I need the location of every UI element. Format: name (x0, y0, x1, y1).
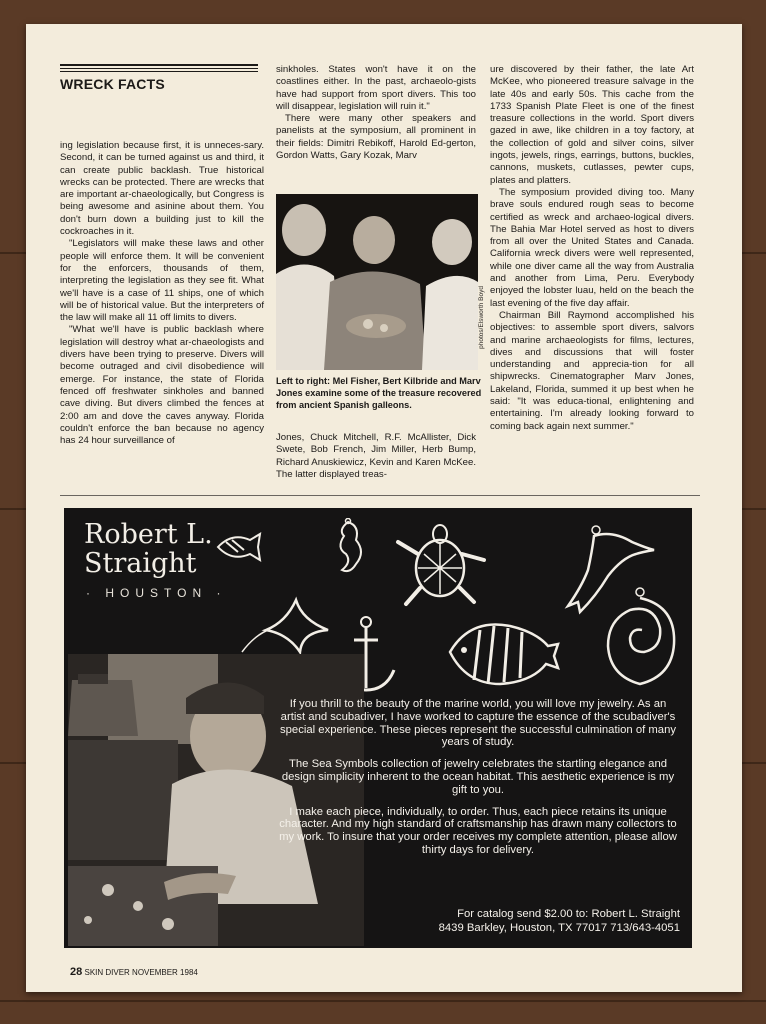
section-title: WRECK FACTS (60, 76, 165, 92)
ad-copy (276, 698, 680, 866)
column1-paragraph-1: ing legislation because first, it is unneces-sary. Second, it can be turned against us and third, it can create public backlash. True historical wrecks can be protected. There are wrecks that are important ar-chaeologically, but Congress is being awesome and asinine about them. You don't burn down a building just to kill the cockroaches in it. (60, 140, 264, 238)
fish-logo-icon (214, 530, 264, 564)
catalog-line-1: For catalog send $2.00 to: Robert L. Straight (457, 908, 680, 920)
jewelry-advertisement (64, 508, 692, 948)
manta-ray-icon (240, 596, 332, 656)
section-divider (60, 495, 700, 496)
publication-line: SKIN DIVER NOVEMBER 1984 (84, 968, 198, 977)
article-column-3 (490, 64, 694, 433)
article-column-2-continued (276, 432, 476, 481)
article-column-1 (60, 140, 264, 447)
three-men-photo-illustration (276, 194, 478, 370)
ad-paragraph-1: If you thrill to the beauty of the marine world, you will love my jewelry. As an artist and scubadiver, I have worked to capture the essence of the scubadiver's special experience. These pieces represent the successful culmination of many years of study. (279, 698, 677, 749)
column3-paragraph-2: The symposium provided diving too. Many brave souls endured rough seas to become certified as wreck and archaeo-logical divers. The Bahia Mar Hotel served as host to divers from all over the United States and Canada. California wreck divers were well represented, while one diver came all the way from Australia and another from Lima, Peru. Everybody enjoyed the lobster luau, held on the beach the last evening of the five day affair. (490, 186, 694, 309)
column1-paragraph-2: "Legislators will make these laws and other people will enforce them. It will be convenient for the enforcers, thousands of them, interpreting the legislation as they see fit. What we'll have is a case of 11 ships, one of which will be of historical value. But the interpreters of the law will make all 11 off limits to divers. (60, 238, 264, 324)
catalog-line-2: 8439 Barkley, Houston, TX 77017 713/643-4051 (438, 921, 680, 934)
article-photo (276, 194, 478, 370)
sea-turtle-icon (390, 518, 490, 614)
ad-brand-line-2: Straight (84, 548, 197, 579)
page-number: 28 (70, 966, 83, 978)
page-folio (70, 966, 198, 978)
ad-brand-name (84, 520, 213, 578)
photo-credit: photos/Elsworth Boyd (478, 286, 485, 349)
ad-paragraph-2: The Sea Symbols collection of jewelry celebrates the startling elegance and design simplicity inherent to the ocean habitat. This aesthetic experience is my gift to you. (281, 758, 675, 796)
column2-paragraph-2: There were many other speakers and panelists at the symposium, all prominent in their fields: Dimitri Rebikoff, Harold Ed-gerton, Gordon Watts, Gary Kozak, Marv (276, 113, 476, 162)
article-column-2 (276, 64, 476, 162)
column2-continued-text: Jones, Chuck Mitchell, R.F. McAllister, Dick Swete, Bob French, Jim Miller, Herb Bump, Richard Anuskiewicz, Kevin and Karen McKee. The latter displayed treas- (276, 432, 476, 480)
seahorse-icon (326, 518, 370, 580)
column1-paragraph-3: "What we'll have is public backlash where legislation will destroy what ar-chaeologists and divers have been trying to preserve. Divers will become outraged and civil disobedience will emerge. For instance, the state of Florida fenced off freshwater sinkholes and banned cave diving. But divers climbed the fences at 2:00 am and dove the caves anyway. Florida couldn't enforce the ban because no agency has 24 hour surveillance of (60, 324, 264, 447)
ad-catalog-info (364, 908, 680, 935)
magazine-page (26, 24, 742, 992)
ad-brand-line-1: Robert L. (84, 519, 213, 550)
photo-caption: Left to right: Mel Fisher, Bert Kilbride and Marv Jones examine some of the treasure recovered from ancient Spanish galleons. (276, 376, 482, 410)
angelfish-icon (440, 612, 560, 694)
nautilus-shell-icon (600, 586, 680, 688)
header-rule-middle (60, 68, 258, 69)
header-rule-bottom (60, 71, 258, 72)
column3-paragraph-3: Chairman Bill Raymond accomplished his objectives: to assemble sport divers, salvors and marine archaeologists for films, lectures, dives and discussions that will foster understanding and apprecia-tion for all shipwrecks. Cinematographer Marv Jones, Lakeland, Florida, summed it up best when he said: "It was educa-tional, enlightening and entertaining. I'm already looking forward to coming back again next summer." (490, 309, 694, 432)
column3-paragraph-1: ure discovered by their father, the late Art McKee, who pioneered treasure salvage in the late 40s and early 50s. This cache from the 1733 Spanish Plate Fleet is one of the finest treasure collections in the world. Sport divers gazed in awe, like children in a toy factory, at the collection of gold and silver coins, silver ingots, jewels, rings, earrings, buttons, buckles, cannons, muskets, cutlasses, pewter cups, plates and platters. (490, 64, 694, 186)
column2-paragraph-1: sinkholes. States won't have it on the coastlines either. In the past, archaeolo-gists have had support from sport divers. This too will disappear, legislation will ruin it." (276, 64, 476, 112)
header-rule-top (60, 64, 258, 66)
ad-city: · HOUSTON · (86, 586, 227, 600)
ad-paragraph-3: I make each piece, individually, to order. Thus, each piece retains its unique character. And my high standard of craftsmanship has drawn many collectors to my work. To insure that your order receives my complete attention, please allow thirty days for delivery. (279, 805, 677, 856)
